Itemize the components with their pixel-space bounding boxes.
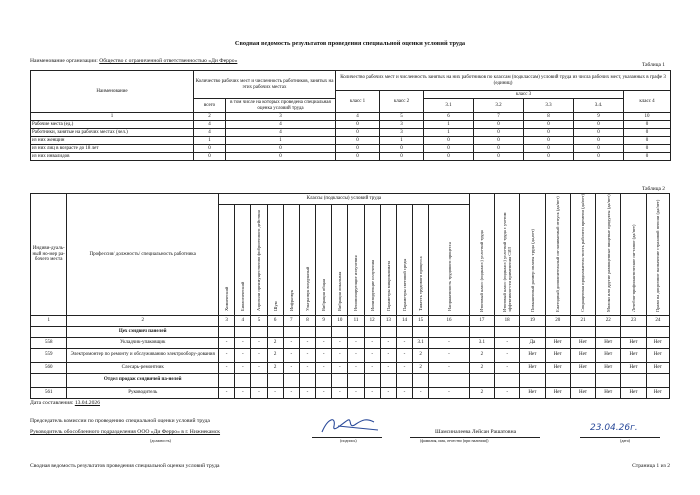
t2-cell: - bbox=[348, 387, 364, 398]
t2-row-profession: Слесарь-ремонтник bbox=[67, 362, 219, 373]
t2-num: 10 bbox=[332, 315, 348, 326]
t1-row-name: Рабочие места (ед.) bbox=[31, 121, 194, 129]
t2-cell: - bbox=[332, 362, 348, 373]
t2-cell: 2 bbox=[469, 387, 494, 398]
t2-row-profession: Укладчик-упаковщик bbox=[67, 337, 219, 348]
t2-row-id: 561 bbox=[31, 387, 67, 398]
compilation-date bbox=[30, 400, 100, 406]
t2-num: 9 bbox=[316, 315, 332, 326]
org-label: Наименование организации: bbox=[30, 58, 98, 64]
t2-cell: Нет bbox=[520, 387, 545, 398]
t2-cell: - bbox=[316, 337, 332, 348]
t1-header-name: Наименование bbox=[31, 71, 194, 113]
date-value: 13.04.2026 bbox=[74, 400, 100, 406]
t2-cell: Нет bbox=[545, 337, 570, 348]
t2-cell: Нет bbox=[596, 337, 621, 348]
t1-row bbox=[31, 153, 671, 161]
t2-num: 7 bbox=[283, 315, 299, 326]
t1-cell: 0 bbox=[336, 153, 380, 161]
t2-header-col: Параметры микроклимата bbox=[385, 260, 391, 311]
t1-cell: 0 bbox=[624, 137, 671, 145]
t1-cell: 0 bbox=[226, 145, 336, 153]
t2-cell: - bbox=[429, 348, 470, 362]
t1-row bbox=[31, 121, 671, 129]
t1-cell: 0 bbox=[474, 137, 524, 145]
t1-cell: 1 bbox=[194, 137, 226, 145]
t2-cell: - bbox=[348, 348, 364, 362]
t1-header-class32: 3.2 bbox=[474, 99, 524, 113]
t2-header-col: Шум bbox=[272, 301, 278, 311]
t1-cell: 0 bbox=[574, 129, 624, 137]
date-label: Дата составления: bbox=[30, 400, 74, 406]
t1-cell: 4 bbox=[194, 129, 226, 137]
t2-row-id: 558 bbox=[31, 337, 67, 348]
t1-row-name: из них лиц в возрасте до 18 лет bbox=[31, 145, 194, 153]
t2-row-id: 560 bbox=[31, 362, 67, 373]
t2-row bbox=[31, 348, 670, 362]
t2-header-col: Химический bbox=[224, 286, 230, 311]
t2-cell: - bbox=[283, 387, 299, 398]
t1-row bbox=[31, 137, 671, 145]
t2-cell: - bbox=[364, 337, 380, 348]
t2-cell: Нет bbox=[646, 348, 669, 362]
t1-cell: 0 bbox=[226, 153, 336, 161]
t1-header-class1: класс 1 bbox=[336, 91, 380, 113]
t1-cell: 0 bbox=[424, 137, 474, 145]
t2-cell: - bbox=[364, 348, 380, 362]
t1-cell: 0 bbox=[624, 153, 671, 161]
t2-cell: Нет bbox=[596, 387, 621, 398]
t1-header-classes: Количество рабочих мест и численность занятых на них работников по классам (подклассам) условий труда из числа рабочих мест, указанных в графе 3 (единиц) bbox=[336, 71, 671, 91]
t2-num: 19 bbox=[520, 315, 545, 326]
t2-num: 8 bbox=[299, 315, 315, 326]
t2-num: 18 bbox=[495, 315, 520, 326]
t1-cell: 3 bbox=[380, 129, 424, 137]
t2-row bbox=[31, 337, 670, 348]
t2-cell: - bbox=[364, 387, 380, 398]
t2-num: 12 bbox=[364, 315, 380, 326]
t2-cell: - bbox=[299, 337, 315, 348]
t2-header-col: Аэрозоли преимущественно фиброгенного действия bbox=[256, 209, 262, 311]
t1-cell: 0 bbox=[524, 129, 574, 137]
chair-name: Шамсиналеева Лейсан Рашатовна bbox=[435, 429, 517, 435]
t2-cell: - bbox=[348, 337, 364, 348]
t2-cell: 2 bbox=[469, 362, 494, 373]
t2-cell: - bbox=[495, 348, 520, 362]
t2-header-col: Вибрация локальная bbox=[337, 271, 343, 311]
t2-cell: Нет bbox=[545, 387, 570, 398]
t2-row bbox=[31, 362, 670, 373]
t2-cell: - bbox=[332, 387, 348, 398]
t1-cell: 0 bbox=[524, 145, 574, 153]
summary-table-1 bbox=[30, 70, 671, 161]
t2-num: 5 bbox=[251, 315, 267, 326]
t2-cell: - bbox=[283, 348, 299, 362]
t1-cell: 0 bbox=[336, 145, 380, 153]
t2-cell: - bbox=[235, 348, 251, 362]
t2-row-profession: Электромонтер по ремонту и обслуживанию электрообору-дования bbox=[67, 348, 219, 362]
t2-cell: 2 bbox=[413, 362, 429, 373]
t2-cell: 2 bbox=[413, 348, 429, 362]
t1-cell: 0 bbox=[380, 153, 424, 161]
caption-date: (дата) bbox=[620, 438, 630, 443]
t2-header-col: Биологический bbox=[240, 281, 246, 311]
footer-left: Сводная ведомость результатов проведения специальной оценки условий труда bbox=[30, 463, 220, 469]
t2-cell: - bbox=[235, 362, 251, 373]
t1-cell: 0 bbox=[574, 145, 624, 153]
t2-cell: - bbox=[348, 362, 364, 373]
t2-cell: Нет bbox=[621, 362, 646, 373]
t2-header-col: Ультразвук воздушный bbox=[304, 266, 310, 311]
t2-cell: Нет bbox=[570, 348, 595, 362]
t2-num: 20 bbox=[545, 315, 570, 326]
t1-header-including: в том числе на которых проведена специальная оценка условий труда bbox=[226, 99, 336, 113]
t2-num: 11 bbox=[348, 315, 364, 326]
t2-cell: - bbox=[219, 337, 235, 348]
t1-num: 5 bbox=[380, 113, 424, 121]
t1-cell: 0 bbox=[380, 145, 424, 153]
t2-cell: Нет bbox=[545, 362, 570, 373]
t2-cell: 2 bbox=[267, 362, 283, 373]
t2-cell: - bbox=[316, 387, 332, 398]
t2-cell: Нет bbox=[520, 348, 545, 362]
t2-cell: - bbox=[396, 387, 412, 398]
t2-cell: - bbox=[316, 362, 332, 373]
t1-cell: 0 bbox=[574, 121, 624, 129]
t1-header-class33: 3.3 bbox=[524, 99, 574, 113]
t2-cell: - bbox=[299, 362, 315, 373]
t2-cell: - bbox=[380, 362, 396, 373]
t2-num: 6 bbox=[267, 315, 283, 326]
t1-header-class2: класс 2 bbox=[380, 91, 424, 113]
t1-cell: 3 bbox=[380, 121, 424, 129]
t2-cell: Да bbox=[520, 337, 545, 348]
t1-header-class4: класс 4 bbox=[624, 91, 671, 113]
t1-header-count: Количество рабочих мест и численность работников, занятых на этих рабочих местах bbox=[194, 71, 336, 99]
t1-num: 1 bbox=[31, 113, 194, 121]
t2-cell: - bbox=[429, 387, 470, 398]
t2-section-title: Отдел продаж сэндвичей па-нелей bbox=[67, 373, 219, 387]
t1-cell: 0 bbox=[194, 145, 226, 153]
t2-cell: Нет bbox=[570, 337, 595, 348]
t2-cell: Нет bbox=[596, 362, 621, 373]
t2-cell: 3.1 bbox=[469, 337, 494, 348]
t1-cell: 0 bbox=[474, 121, 524, 129]
t2-cell: - bbox=[219, 348, 235, 362]
t2-cell: - bbox=[219, 387, 235, 398]
t2-header-col: Повышенный размер оплаты труда (да,нет) bbox=[529, 229, 535, 312]
t2-cell: - bbox=[251, 348, 267, 362]
t1-cell: 0 bbox=[336, 121, 380, 129]
t1-cell: 1 bbox=[424, 121, 474, 129]
t2-num: 22 bbox=[596, 315, 621, 326]
caption-position: (должность) bbox=[150, 438, 171, 443]
t1-cell: 0 bbox=[474, 129, 524, 137]
t2-header-col: Ежегодный дополнительный оп-лачиваемый отпуск (да/нет) bbox=[555, 196, 561, 312]
t2-header-col: Тяжесть трудового процесса bbox=[418, 256, 424, 311]
t1-cell: 0 bbox=[574, 137, 624, 145]
t2-cell: Нет bbox=[621, 387, 646, 398]
t2-cell: - bbox=[396, 348, 412, 362]
t1-header-total: всего bbox=[194, 99, 226, 113]
t2-cell: Нет bbox=[646, 387, 669, 398]
t2-section-row bbox=[31, 326, 670, 337]
t2-cell: Нет bbox=[646, 362, 669, 373]
t2-cell: - bbox=[251, 362, 267, 373]
t2-header-col: Сокращенная продолжитель-ность рабочего времени (да/нет) bbox=[580, 194, 586, 312]
t1-num: 3 bbox=[226, 113, 336, 121]
t1-num: 7 bbox=[474, 113, 524, 121]
t2-cell: - bbox=[380, 337, 396, 348]
t2-cell: - bbox=[495, 387, 520, 398]
t1-cell: 0 bbox=[624, 145, 671, 153]
t1-cell: 0 bbox=[524, 153, 574, 161]
t2-header-id: Индиви-дуаль-ный но-мер ра-бочего места bbox=[31, 194, 67, 316]
t2-cell: - bbox=[380, 387, 396, 398]
t1-row-name: из них женщин bbox=[31, 137, 194, 145]
t2-cell: 2 bbox=[267, 348, 283, 362]
t2-num: 3 bbox=[219, 315, 235, 326]
t1-cell: 1 bbox=[226, 137, 336, 145]
sign-date: 23.04.26г. bbox=[590, 423, 638, 433]
t2-header-col: Молоко или другие равноценные пищевые продукты (да/нет) bbox=[605, 194, 611, 312]
t2-header-col: Вибрация общая bbox=[321, 278, 327, 311]
table2-label: Таблица 2 bbox=[641, 186, 665, 192]
t1-cell: 0 bbox=[194, 153, 226, 161]
t1-cell: 0 bbox=[474, 153, 524, 161]
caption-sign: (подпись) bbox=[340, 438, 357, 443]
t2-cell: - bbox=[235, 387, 251, 398]
t2-cell: - bbox=[316, 348, 332, 362]
t2-num: 16 bbox=[429, 315, 470, 326]
workplaces-table-2 bbox=[30, 193, 670, 399]
t2-cell: Нет bbox=[570, 362, 595, 373]
t1-cell: 0 bbox=[474, 145, 524, 153]
t2-cell: Нет bbox=[621, 348, 646, 362]
t2-cell: Нет bbox=[646, 337, 669, 348]
t2-cell: - bbox=[267, 387, 283, 398]
t1-cell: 4 bbox=[194, 121, 226, 129]
t2-cell: - bbox=[219, 362, 235, 373]
t2-num: 13 bbox=[380, 315, 396, 326]
t1-header-class3: класс 3 bbox=[424, 91, 624, 99]
t2-cell: - bbox=[251, 337, 267, 348]
t1-cell: 0 bbox=[524, 121, 574, 129]
t2-num: 15 bbox=[413, 315, 429, 326]
doc-title: Сводная ведомость результатов проведения специальной оценки условий труда bbox=[234, 40, 466, 47]
t1-num: 4 bbox=[336, 113, 380, 121]
t1-cell: 0 bbox=[574, 153, 624, 161]
t2-header-classes: Классы (подклассы) условий труда bbox=[219, 194, 470, 205]
t1-num: 8 bbox=[524, 113, 574, 121]
t1-cell: 1 bbox=[380, 137, 424, 145]
t1-num: 9 bbox=[574, 113, 624, 121]
t1-cell: 0 bbox=[524, 137, 574, 145]
t2-cell: - bbox=[235, 337, 251, 348]
t2-header-col: Инфразвук bbox=[288, 289, 294, 311]
t2-cell: - bbox=[396, 362, 412, 373]
t2-cell: 2 bbox=[267, 337, 283, 348]
t1-header-class34: 3.4. bbox=[574, 99, 624, 113]
org-value: Общество с ограниченной ответственностью «Ди Ферро» bbox=[99, 58, 238, 64]
t2-cell: 3.1 bbox=[413, 337, 429, 348]
t2-row-profession: Руководитель bbox=[67, 387, 219, 398]
t1-header-class31: 3.1 bbox=[424, 99, 474, 113]
t1-cell: 4 bbox=[226, 129, 336, 137]
t2-num: 4 bbox=[235, 315, 251, 326]
signature-mark bbox=[318, 412, 388, 438]
t2-header-col: Напряженность трудового процесса bbox=[446, 241, 452, 311]
t2-num: 1 bbox=[31, 315, 67, 326]
t2-cell: - bbox=[332, 348, 348, 362]
t2-cell: Нет bbox=[545, 348, 570, 362]
t1-row bbox=[31, 145, 671, 153]
t2-header-col: Право на досрочное назначение страховой пенсии (да/нет) bbox=[655, 199, 661, 312]
t1-row-name: Работники, занятые на рабочих местах (чел.) bbox=[31, 129, 194, 137]
t2-number-row bbox=[31, 315, 670, 326]
chair-position: Руководитель обособленного подразделения ООО «Ди Ферро» в г. Нижнекамск bbox=[30, 429, 221, 435]
t2-num: 2 bbox=[67, 315, 219, 326]
t2-cell: Нет bbox=[621, 337, 646, 348]
t1-cell: 4 bbox=[226, 121, 336, 129]
t2-cell: - bbox=[495, 337, 520, 348]
t2-section-title: Цех сэндвич панелей bbox=[67, 326, 219, 337]
t1-cell: 0 bbox=[624, 129, 671, 137]
t1-cell: 1 bbox=[424, 129, 474, 137]
t2-header-col: Итоговый класс (подкласс) усло-вий труда bbox=[479, 230, 485, 312]
t1-row-name: из них инвалидов bbox=[31, 153, 194, 161]
organization-line bbox=[30, 58, 237, 64]
t1-num: 2 bbox=[194, 113, 226, 121]
t1-cell: 0 bbox=[336, 137, 380, 145]
t2-header-col: Итоговый класс (подкласс) усло-вий труда с учетом эффективно-сти применения СИЗ bbox=[502, 212, 513, 312]
t1-cell: 0 bbox=[336, 129, 380, 137]
t2-cell: Нет bbox=[596, 348, 621, 362]
t2-cell: - bbox=[332, 337, 348, 348]
t1-num: 10 bbox=[624, 113, 671, 121]
t2-cell: - bbox=[380, 348, 396, 362]
t2-header-col: Лечебно-профилактическое пи-тание (да/нет) bbox=[630, 224, 636, 312]
t2-header-col: Ионизирующие излучения bbox=[369, 259, 375, 311]
t2-row-id: 559 bbox=[31, 348, 67, 362]
t2-cell: - bbox=[251, 387, 267, 398]
t2-cell: - bbox=[364, 362, 380, 373]
t2-num: 14 bbox=[396, 315, 412, 326]
t2-cell: 2 bbox=[469, 348, 494, 362]
t2-cell: - bbox=[299, 348, 315, 362]
t2-num: 17 bbox=[469, 315, 494, 326]
t2-cell: - bbox=[283, 337, 299, 348]
t2-header-col: Неионизирующие излучения bbox=[353, 255, 359, 311]
t2-cell: - bbox=[396, 337, 412, 348]
t2-cell: - bbox=[429, 337, 470, 348]
table1-label: Таблица 1 bbox=[641, 62, 665, 68]
t1-row bbox=[31, 129, 671, 137]
page-number: Страница 1 из 2 bbox=[632, 463, 670, 469]
caption-name: (фамилия, имя, отчество (при наличии)) bbox=[420, 438, 489, 443]
t2-cell: - bbox=[413, 387, 429, 398]
t1-cell: 0 bbox=[424, 145, 474, 153]
chair-label: Председатель комиссии по проведению специальной оценки условий труда bbox=[30, 418, 210, 424]
t2-cell: - bbox=[299, 387, 315, 398]
t2-num: 23 bbox=[621, 315, 646, 326]
t2-num: 24 bbox=[646, 315, 669, 326]
t2-num: 21 bbox=[570, 315, 595, 326]
t2-cell: - bbox=[283, 362, 299, 373]
t2-row bbox=[31, 387, 670, 398]
t2-cell: - bbox=[429, 362, 470, 373]
t1-cell: 0 bbox=[624, 121, 671, 129]
t1-num: 6 bbox=[424, 113, 474, 121]
t2-header-col: Параметры световой среды bbox=[402, 258, 407, 311]
t2-section-row bbox=[31, 373, 670, 387]
t2-cell: Нет bbox=[570, 387, 595, 398]
t2-cell: Нет bbox=[520, 362, 545, 373]
t2-cell: - bbox=[495, 362, 520, 373]
t2-header-profession: Профессия/ должность/ специальность работника bbox=[67, 194, 219, 316]
t1-cell: 0 bbox=[424, 153, 474, 161]
